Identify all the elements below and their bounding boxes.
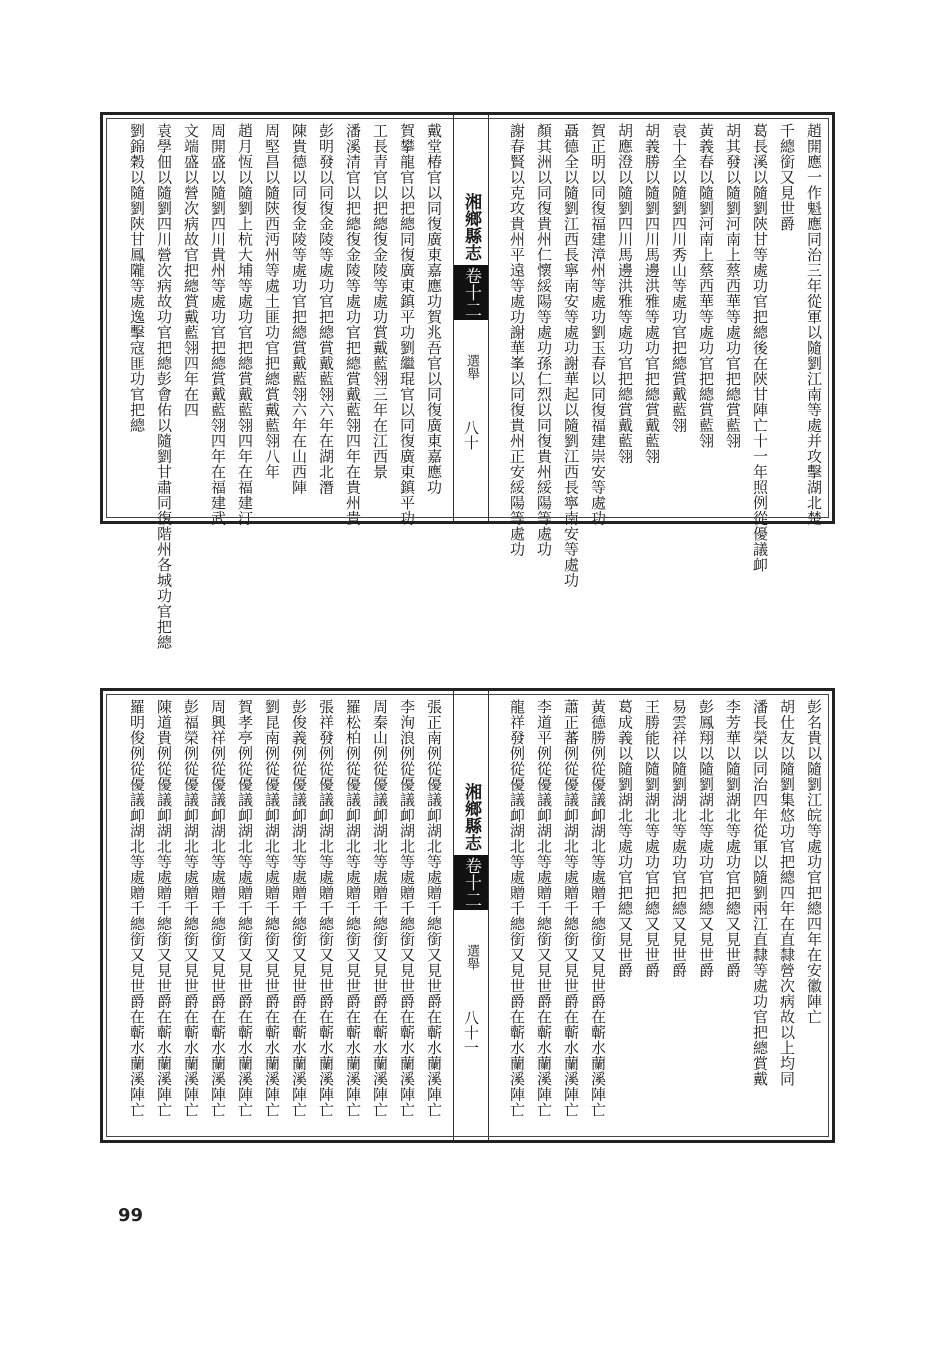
text-column: 劉錦穀以隨劉陝甘鳳隴等處逸擊寇匪功官把總 xyxy=(128,123,146,433)
text-column: 文端盛以營次病故官把總賞戴藍翎四年在四 xyxy=(182,123,200,418)
text-column: 羅明俊例從優議卹湖北等處贈千總銜又見世爵在蘄水蘭溪陣亡 xyxy=(128,699,146,1118)
text-column: 彭福榮例從優議卹湖北等處贈千總銜又見世爵在蘄水蘭溪陣亡 xyxy=(182,699,200,1118)
text-column: 周堅昌以隨陝西沔州等處土匪功官把總賞戴藍翎八年 xyxy=(263,123,281,480)
text-column: 羅松柏例從優議卹湖北等處贈千總銜又見世爵在蘄水蘭溪陣亡 xyxy=(344,699,362,1118)
leaf-number: 八十 xyxy=(462,419,480,450)
text-column: 戴堂椿官以同復廣東嘉應功賀兆吾官以同復廣東嘉應功 xyxy=(425,123,443,495)
page-header-center xyxy=(453,691,489,1140)
text-column: 劉昆南例從優議卹湖北等處贈千總銜又見世爵在蘄水蘭溪陣亡 xyxy=(263,699,281,1118)
page-number: 99 xyxy=(118,1205,144,1226)
text-column: 袁十全以隨劉四川秀山等處功官把總賞戴藍翎 xyxy=(670,123,688,433)
text-column: 陳貴德以同復金陵等處功官把總賞戴藍翎六年在山西陣 xyxy=(290,123,308,495)
text-column: 胡其發以隨劉河南上蔡西華等處功官把總賞藍翎 xyxy=(724,123,742,449)
text-column: 顏其洲以同復貴州仁懷綏陽等處功孫仁烈以同復貴州綏陽等處功 xyxy=(535,123,553,557)
text-column: 張正南例從優議卹湖北等處贈千總銜又見世爵在蘄水蘭溪陣亡 xyxy=(425,699,443,1118)
upper-page xyxy=(100,112,835,650)
text-column: 聶德全以隨劉江西長寧南安等處功謝華起以隨劉江西長寧南安等處功 xyxy=(562,123,580,588)
text-column: 張祥發例從優議卹湖北等處贈千總銜又見世爵在蘄水蘭溪陣亡 xyxy=(317,699,335,1118)
text-column: 賀孝亭例從優議卹湖北等處贈千總銜又見世爵在蘄水蘭溪陣亡 xyxy=(236,699,254,1118)
text-column: 周秦山例從優議卹湖北等處贈千總銜又見世爵在蘄水蘭溪陣亡 xyxy=(371,699,389,1118)
text-column: 袁學佃以隨劉四川營次病故功官把總彭會佑以隨劉甘肅同復階州各城功官把總 xyxy=(155,123,173,650)
text-column: 工長青官以把總復金陵等處功賞戴藍翎三年在江西景 xyxy=(371,123,389,480)
text-column: 龍祥發例從優議卹湖北等處贈千總銜又見世爵在蘄水蘭溪陣亡 xyxy=(508,699,526,1118)
section-label: 選舉 xyxy=(464,943,479,970)
text-column: 賀正明以同復福建漳州等處功劉玉春以同復福建崇安等處功 xyxy=(589,123,607,526)
text-column: 王勝能以隨劉湖北等處功官把總又見世爵 xyxy=(643,699,661,978)
text-column: 葛長溪以隨劉陝甘等處功官把總後在陝甘陣亡十一年照例從優議卹 xyxy=(751,123,769,573)
text-column: 胡仕友以隨劉集悠功官把總四年在直隸營次病故以上均同 xyxy=(778,699,796,1087)
page-header-center xyxy=(453,115,489,521)
book-title: 湘鄉縣志 xyxy=(461,782,481,851)
text-column: 彭名貴以隨劉江皖等處功官把總四年在安徽陣亡 xyxy=(805,699,823,1025)
text-column: 陳道貴例從優議卹湖北等處贈千總銜又見世爵在蘄水蘭溪陣亡 xyxy=(155,699,173,1118)
text-column: 胡義勝以隨劉四川馬邊洪雅等處功官把總賞戴藍翎 xyxy=(643,123,661,464)
text-column: 潘長榮以同治四年從軍以隨劉兩江直隸等處功官把總賞戴 xyxy=(751,699,769,1087)
text-column: 千總銜又見世爵 xyxy=(778,123,796,232)
text-column: 黃德勝例從優議卹湖北等處贈千總銜又見世爵在蘄水蘭溪陣亡 xyxy=(589,699,607,1118)
text-column: 胡應澄以隨劉四川馬邊洪雅等處功官把總賞戴藍翎 xyxy=(616,123,634,464)
volume-label: 卷十二 xyxy=(454,855,488,910)
text-column: 賀攀龍官以把總同復廣東鎮平功劉繼琨官以同復廣東鎮平功 xyxy=(398,123,416,526)
text-column: 彭鳳翔以隨劉湖北等處功官把總又見世爵 xyxy=(697,699,715,978)
volume-label: 卷十二 xyxy=(454,265,488,320)
text-column: 趙開應一作魁應同治三年從軍以隨劉江南等處并攻擊湖北楚 xyxy=(805,123,823,526)
text-column: 潘溪清官以把總復金陵等處功官把總賞戴藍翎四年在貴州貴 xyxy=(344,123,362,526)
text-column: 易雲祥以隨劉湖北等處功官把總又見世爵 xyxy=(670,699,688,978)
text-column: 彭俊義例從優議卹湖北等處贈千總銜又見世爵在蘄水蘭溪陣亡 xyxy=(290,699,308,1118)
text-column: 趙月恆以隨劉上杭大埔等處功官把總賞戴藍翎四年在福建汀 xyxy=(236,123,254,526)
text-column: 彭明發以同復金陵等處功官把總賞戴藍翎六年在湖北潛 xyxy=(317,123,335,495)
text-column: 葛成義以隨劉湖北等處功官把總又見世爵 xyxy=(616,699,634,978)
text-column: 李洵浪例從優議卹湖北等處贈千總銜又見世爵在蘄水蘭溪陣亡 xyxy=(398,699,416,1118)
text-column: 謝春賢以克攻貴州平遠等處功謝華峯以同復貴州正安綏陽等處功 xyxy=(508,123,526,557)
text-column: 李芳華以隨劉湖北等處功官把總又見世爵 xyxy=(724,699,742,978)
text-column: 黃義春以隨劉河南上蔡西華等處功官把總賞藍翎 xyxy=(697,123,715,449)
text-column: 周開盛以隨劉四川貴州等處功官把總賞戴藍翎四年在福建武 xyxy=(209,123,227,526)
text-column: 周興祥例從優議卹湖北等處贈千總銜又見世爵在蘄水蘭溪陣亡 xyxy=(209,699,227,1118)
text-column: 李道平例從優議卹湖北等處贈千總銜又見世爵在蘄水蘭溪陣亡 xyxy=(535,699,553,1118)
book-title: 湘鄉縣志 xyxy=(461,192,481,261)
text-column: 蕭正蕃例從優議卹湖北等處贈千總銜又見世爵在蘄水蘭溪陣亡 xyxy=(562,699,580,1118)
leaf-number: 八十一 xyxy=(462,1009,480,1055)
lower-page xyxy=(100,688,835,1143)
section-label: 選舉 xyxy=(464,353,479,380)
